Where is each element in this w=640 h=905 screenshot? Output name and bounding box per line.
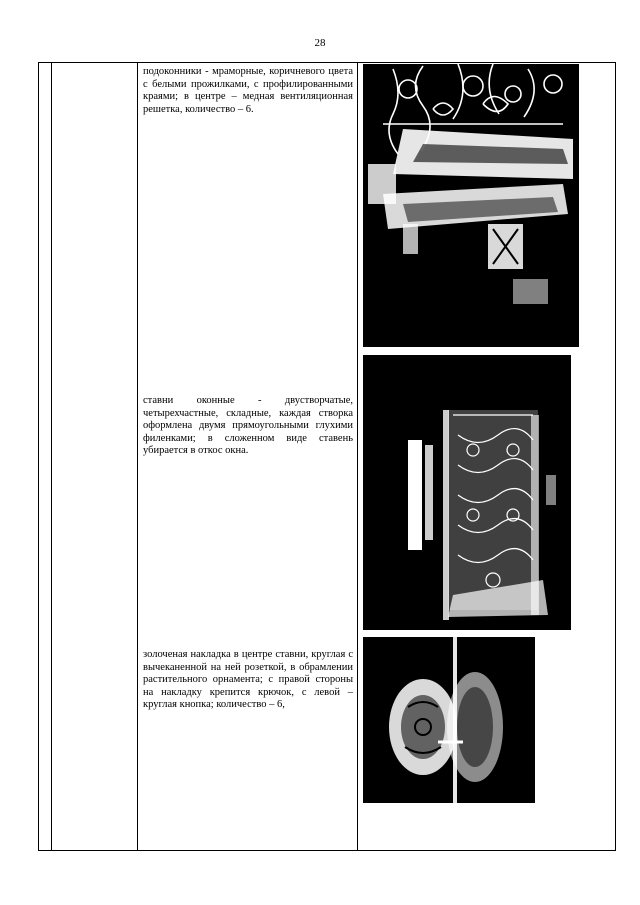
page-number: 28 (314, 37, 326, 49)
table-column-divider (137, 62, 138, 851)
table-column-divider (38, 62, 39, 851)
gilded-plate-description: золоченая накладка в центре ставни, круглая с вычеканенной на ней розеткой, в обрамлении растительного орнамента; с правой стороны на накладку крепится крючок, с левой – круглая кнопка; количество – 6, (143, 649, 353, 710)
windowsill-description: подоконники - мраморные, коричневого цвета с белыми прожилками, с профилированными краями; в центре – медная вентиляционная решетка, количество – 6. (143, 66, 353, 115)
shutters-description: ставни оконные - двустворчатые, четырехчастные, складные, каждая створка оформлена двумя прямоугольными глухими филенками; в сложенном виде ставень убирается в откос окна. (143, 395, 353, 456)
table-top-border (38, 62, 616, 63)
table-column-divider (357, 62, 358, 851)
table-column-divider (51, 62, 52, 851)
table-column-divider (615, 62, 616, 851)
windowsill-photo (363, 64, 579, 347)
shutters-photo (363, 355, 571, 630)
gilded-plate-photo (363, 637, 535, 803)
table-bottom-border (38, 850, 616, 851)
